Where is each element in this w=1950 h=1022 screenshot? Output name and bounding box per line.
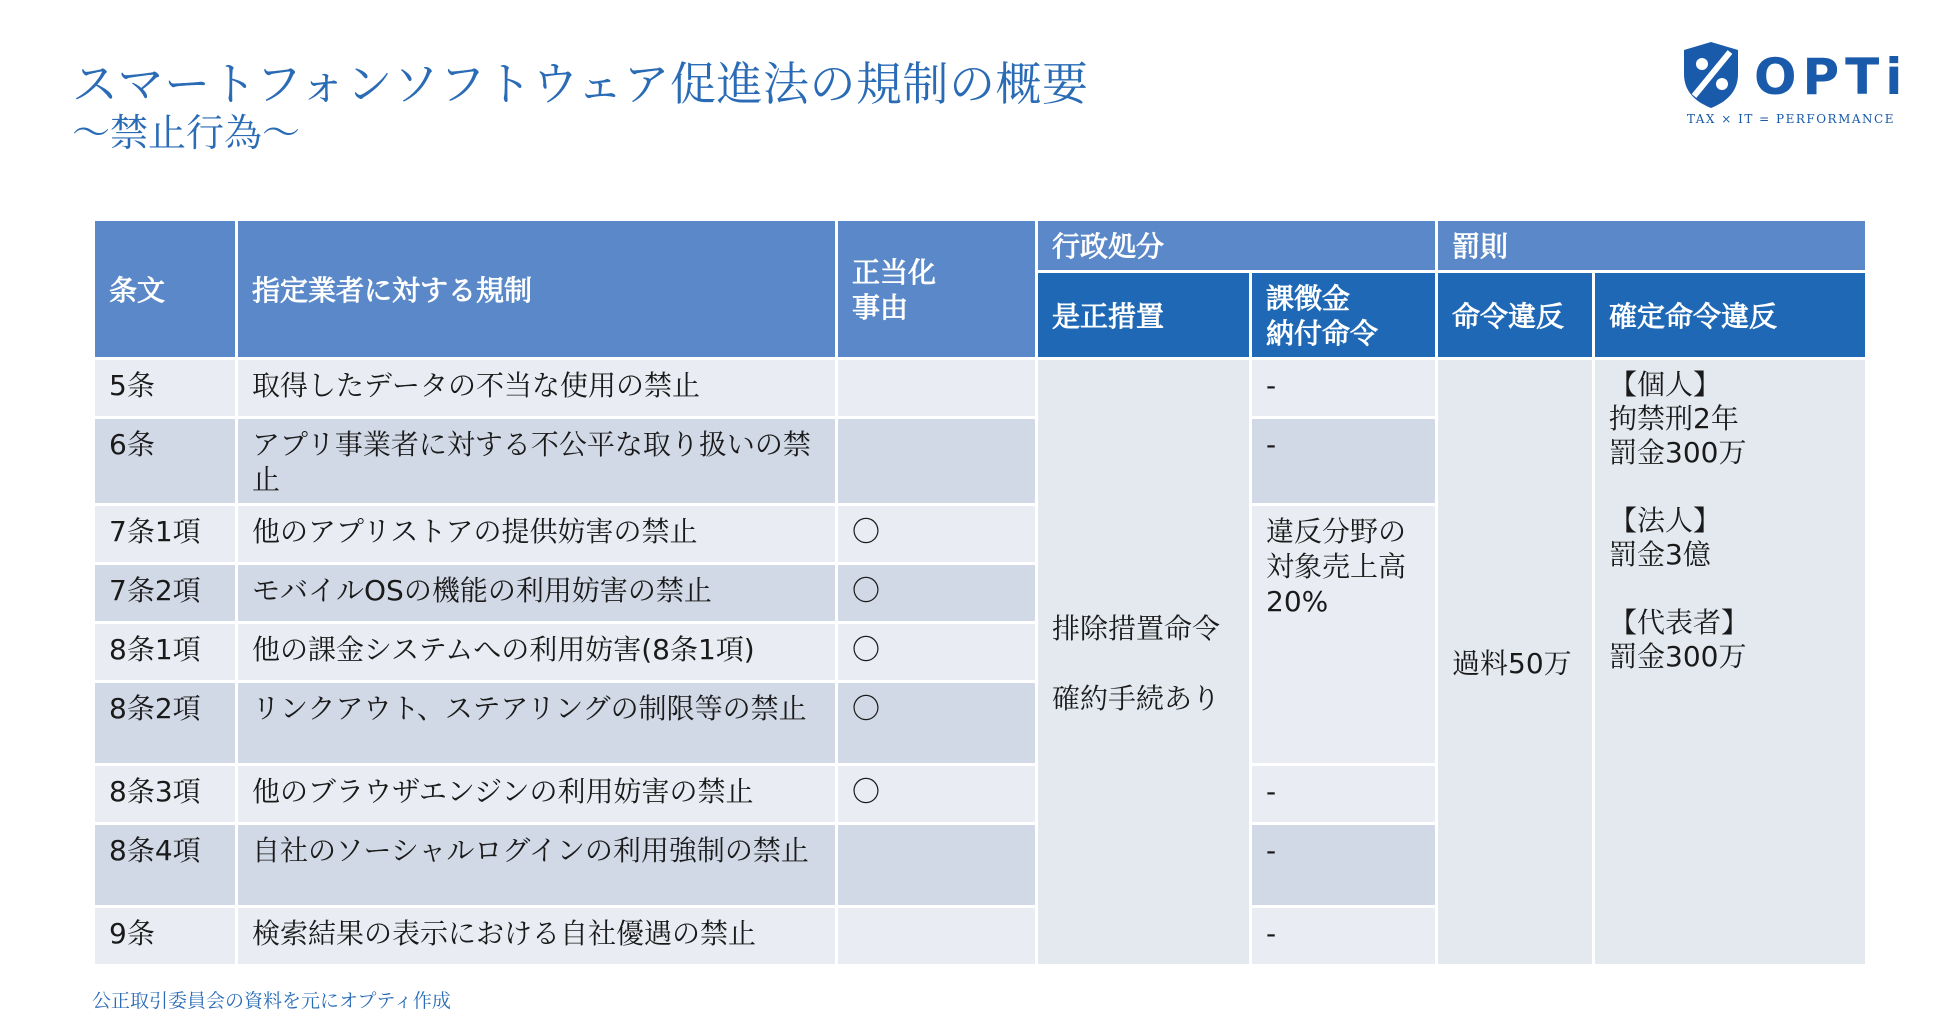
cell-regulation: アプリ事業者に対する不公平な取り扱いの禁止 [238,419,835,503]
table-row [95,360,1865,416]
cell-regulation: 検索結果の表示における自社優遇の禁止 [238,908,835,964]
cell-justification: 〇 [838,683,1035,763]
header-correction: 是正措置 [1038,273,1249,357]
header-article: 条文 [95,221,235,357]
cell-justification [838,825,1035,905]
header-admin: 行政処分 [1038,221,1435,270]
cell-justification: 〇 [838,506,1035,562]
cell-surcharge: - [1252,766,1435,822]
header-surcharge: 課徴金 納付命令 [1252,273,1435,357]
page-subtitle: 〜禁止行為〜 [72,111,301,155]
cell-regulation: 他のアプリストアの提供妨害の禁止 [238,506,835,562]
cell-article: 6条 [95,419,235,503]
header-regulation: 指定業者に対する規制 [238,221,835,357]
cell-justification [838,360,1035,416]
cell-regulation: 他のブラウザエンジンの利用妨害の禁止 [238,766,835,822]
cell-regulation: モバイルOSの機能の利用妨害の禁止 [238,565,835,621]
cell-regulation: 他の課金システムへの利用妨害(8条1項) [238,624,835,680]
cell-justification: 〇 [838,766,1035,822]
logo-name: OPTi [1754,48,1909,106]
cell-surcharge-merged: 違反分野の 対象売上高 20% [1252,506,1435,763]
company-logo [1680,40,1909,130]
cell-justification [838,419,1035,503]
cell-article: 8条4項 [95,825,235,905]
cell-order-violation-merged: 過料50万 [1438,360,1592,964]
logo-tagline: TAX × IT = PERFORMANCE [1686,112,1895,126]
cell-surcharge: - [1252,825,1435,905]
cell-article: 8条1項 [95,624,235,680]
cell-correction-merged: 排除措置命令 確約手続あり [1038,360,1249,964]
shield-icon [1680,40,1742,110]
regulation-table [92,218,1868,967]
cell-justification: 〇 [838,624,1035,680]
cell-article: 9条 [95,908,235,964]
source-footnote: 公正取引委員会の資料を元にオプティ作成 [92,990,451,1012]
cell-article: 7条1項 [95,506,235,562]
header-order-violation: 命令違反 [1438,273,1592,357]
cell-regulation: 自社のソーシャルログインの利用強制の禁止 [238,825,835,905]
cell-article: 5条 [95,360,235,416]
header-penalty: 罰則 [1438,221,1865,270]
cell-justification [838,908,1035,964]
cell-final-order-violation-merged: 【個人】 拘禁刑2年 罰金300万 【法人】 罰金3億 【代表者】 罰金300万 [1595,360,1865,964]
cell-article: 8条3項 [95,766,235,822]
cell-surcharge: - [1252,908,1435,964]
cell-surcharge: - [1252,419,1435,503]
cell-justification: 〇 [838,565,1035,621]
header-final-order-violation: 確定命令違反 [1595,273,1865,357]
page-title: スマートフォンソフトウェア促進法の規制の概要 [72,57,1089,111]
cell-article: 7条2項 [95,565,235,621]
cell-regulation: リンクアウト、ステアリングの制限等の禁止 [238,683,835,763]
cell-regulation: 取得したデータの不当な使用の禁止 [238,360,835,416]
header-justification: 正当化 事由 [838,221,1035,357]
cell-article: 8条2項 [95,683,235,763]
cell-surcharge: - [1252,360,1435,416]
